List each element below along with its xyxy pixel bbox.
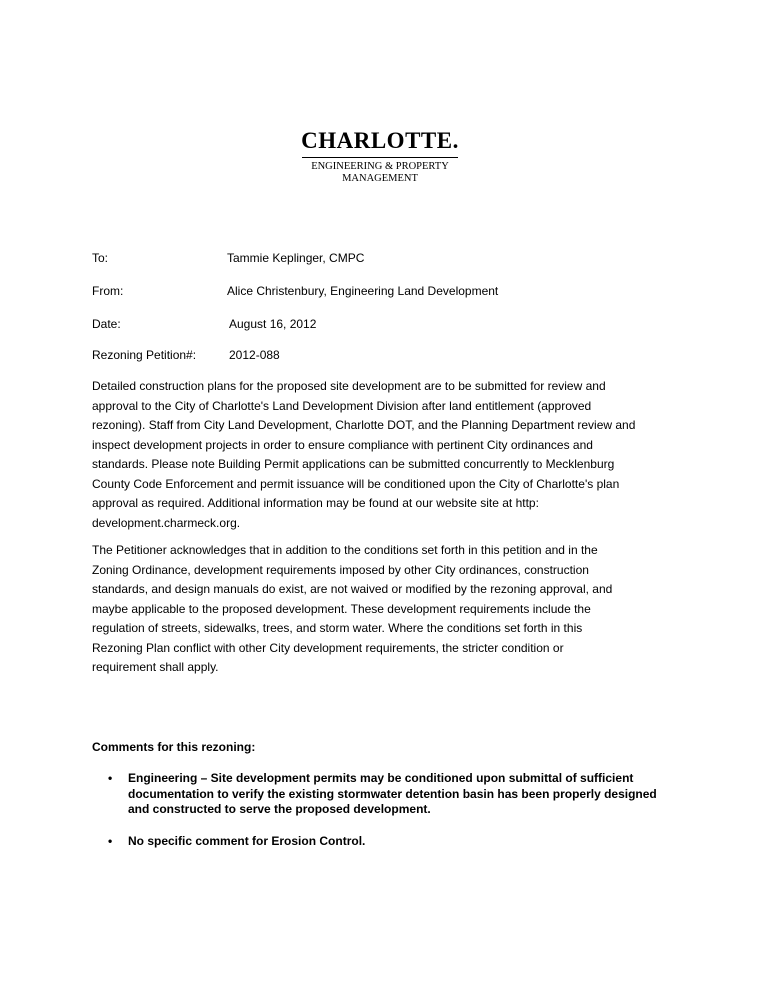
petition-label: Rezoning Petition#: [92,348,197,362]
paragraph-line: approval as required. Additional information may be found at our website site at http: [92,496,539,510]
comments-list [108,771,698,865]
bullet-text-line: Engineering – Site development permits may be conditioned upon submittal of sufficient [128,771,634,785]
paragraph-line: The Petitioner acknowledges that in addition to the conditions set forth in this petition and in the [92,543,598,557]
bullet-icon: • [108,833,113,848]
from-value: Alice Christenbury, Engineering Land Development [227,284,499,298]
paragraph-line: Zoning Ordinance, development requirements imposed by other City ordinances, construction [92,562,589,577]
paragraph-line: approval to the City of Charlotte's Land Development Division after land entitlement (approved [92,398,592,413]
bullet-text-line: No specific comment for Erosion Control. [128,833,366,848]
paragraph-line: development.charmeck.org. [92,515,241,530]
paragraph-line: rezoning). Staff from City Land Development, Charlotte DOT, and the Planning Department review and [92,418,636,432]
to-label: To: [92,251,109,265]
paragraph-line: Rezoning Plan conflict with other City development requirements, the stricter condition or [92,640,564,655]
bullet-text-line: documentation to verify the existing stormwater detention basin has been properly designed [128,786,657,801]
charlotte-logo [300,127,460,185]
date-label: Date: [92,317,121,331]
from-label: From: [92,284,124,298]
list-item [108,771,698,818]
bullet-icon: • [108,771,113,785]
paragraph-line: maybe applicable to the proposed development. These development requirements include the [92,601,591,616]
paragraph-line: Detailed construction plans for the proposed site development are to be submitted for review and [92,379,606,393]
comments-heading: Comments for this rezoning: [92,740,256,754]
list-item [108,834,698,850]
paragraph-petitioner-acknowledgement [92,541,672,678]
date-value: August 16, 2012 [229,317,317,331]
logo-title: CHARLOTTE. [301,128,459,153]
petition-value: 2012-088 [229,348,280,362]
bullet-text-line: and constructed to serve the proposed development. [128,802,431,816]
logo-subtitle-line2: MANAGEMENT [342,173,418,184]
paragraph-line: inspect development projects in order to ensure compliance with pertinent City ordinances and [92,437,593,452]
to-value: Tammie Keplinger, CMPC [227,251,365,265]
paragraph-line: requirement shall apply. [92,660,219,674]
logo-subtitle-line1: ENGINEERING & PROPERTY [311,161,449,172]
paragraph-line: County Code Enforcement and permit issuance will be conditioned upon the City of Charlotte's plan [92,476,620,491]
logo-divider [302,157,458,158]
paragraph-line: regulation of streets, sidewalks, trees, and storm water. Where the conditions set forth in this [92,621,583,635]
paragraph-line: standards, and design manuals do exist, are not waived or modified by the rezoning approval, and [92,582,613,596]
paragraph-line: standards. Please note Building Permit applications can be submitted concurrently to Mecklenburg [92,457,615,471]
paragraph-construction-plans [92,377,672,533]
